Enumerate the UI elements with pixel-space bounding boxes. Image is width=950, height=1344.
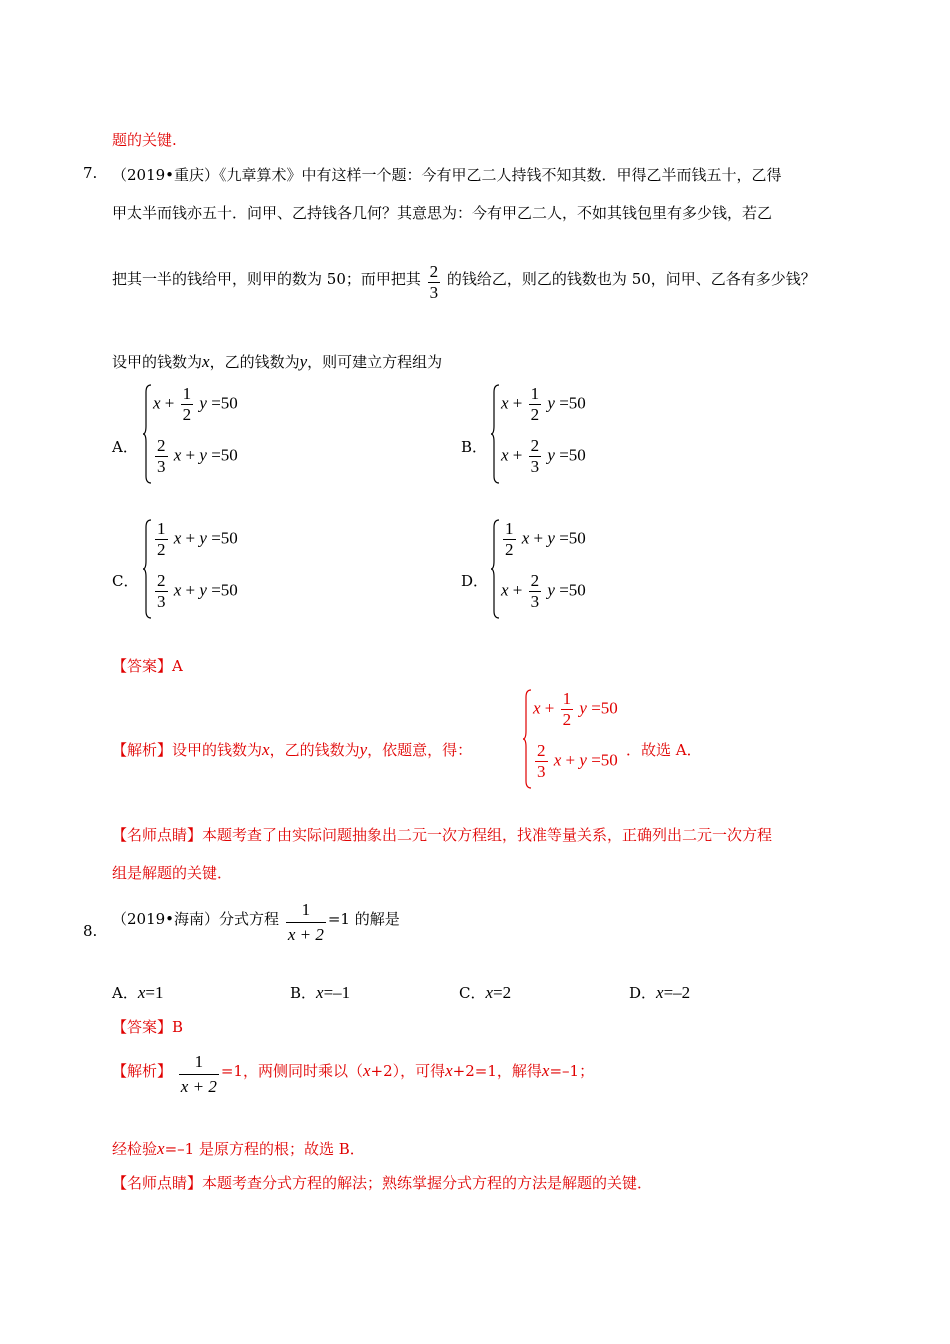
question-8-stem: （2019•海南）分式方程 $\frac{1}{x + 2}$ =1 的解是 <box>112 896 400 947</box>
option-a-label[interactable]: A． <box>112 438 138 456</box>
equation-1: x + $\frac{1}{2}$ y =50 <box>501 384 586 424</box>
q7-tip-line2: 组是解题的关键． <box>112 864 233 882</box>
question-7-number: 7. <box>83 164 98 182</box>
brace-icon <box>143 519 153 619</box>
question-7-line4: 设甲的钱数为x，乙的钱数为y，则可建立方程组为 <box>112 352 443 371</box>
q7-answer: 【答案】A <box>112 657 183 675</box>
q7-tip-line1: 【名师点睛】本题考查了由实际问题抽象出二元一次方程组，找准等量关系，正确列出二元一次方程 <box>112 826 773 844</box>
brace-icon <box>523 689 533 789</box>
fraction-one-over-x-plus-2: $\frac{1}{x + 2}$ <box>286 898 326 947</box>
previous-ending: 题的关键. <box>112 131 177 149</box>
option-c-system[interactable] <box>143 519 263 619</box>
option-a-system[interactable] <box>143 384 263 484</box>
q7-analysis: 【解析】设甲的钱数为x，乙的钱数为y，依题意，得： <box>112 740 473 759</box>
q8-option-c[interactable]: C．x=2 <box>459 983 512 1002</box>
option-b-label[interactable]: B． <box>461 438 488 456</box>
equation-2: $\frac{2}{3}$ x + y =50 <box>537 741 618 781</box>
q8-analysis: 【解析】 $\frac{1}{x + 2}$ =1，两侧同时乘以（x+2），可得x+2=1，解得x=–1； <box>112 1048 594 1099</box>
equation-1: $\frac{1}{2}$ x + y =50 <box>157 519 238 559</box>
equation-2: $\frac{2}{3}$ x + y =50 <box>157 571 238 611</box>
equation-1: x + $\frac{1}{2}$ y =50 <box>153 384 238 424</box>
equation-2: x + $\frac{2}{3}$ y =50 <box>501 571 586 611</box>
q8-answer: 【答案】B <box>112 1018 184 1036</box>
brace-icon <box>491 384 501 484</box>
fraction-two-thirds: $\frac{2}{3}$ <box>429 262 439 302</box>
q8-tip: 【名师点睛】本题考查分式方程的解法；熟练掌握分式方程的方法是解题的关键． <box>112 1174 653 1192</box>
question-7-line2: 甲太半而钱亦五十．问甲、乙持钱各几何？其意思为：今有甲乙二人，不如其钱包里有多少钱，若乙 <box>112 204 773 222</box>
brace-icon <box>143 384 153 484</box>
question-7-line1: （2019•重庆）《九章算术》中有这样一个题：今有甲乙二人持钱不知其数．甲得乙半而钱五十，乙得 <box>112 166 782 184</box>
equation-2: x + $\frac{2}{3}$ y =50 <box>501 436 586 476</box>
equation-1: x + $\frac{1}{2}$ y =50 <box>533 689 618 729</box>
question-7-line3-part2: 的钱给乙，则乙的钱数也为 50，问甲、乙各有多少钱？ <box>446 270 816 288</box>
q8-check: 经检验x=–1 是原方程的根；故选 B． <box>112 1139 365 1158</box>
equation-2: $\frac{2}{3}$ x + y =50 <box>157 436 238 476</box>
q8-option-a[interactable]: A．x=1 <box>112 983 164 1002</box>
option-d-system[interactable] <box>491 519 611 619</box>
option-c-label[interactable]: C． <box>112 572 139 590</box>
q8-option-b[interactable]: B．x=–1 <box>290 983 351 1002</box>
q7-analysis-system <box>523 689 643 789</box>
equation-1: $\frac{1}{2}$ x + y =50 <box>505 519 586 559</box>
q8-option-d[interactable]: D．x=–2 <box>629 983 691 1002</box>
question-7-line3 <box>112 262 816 303</box>
fraction-one-over-x-plus-2: $\frac{1}{x + 2}$ <box>179 1050 219 1099</box>
option-b-system[interactable] <box>491 384 611 484</box>
option-d-label[interactable]: D． <box>461 572 489 590</box>
brace-icon <box>491 519 501 619</box>
q7-analysis-end: ．故选 A． <box>626 741 702 759</box>
question-7-line3-part1: 把其一半的钱给甲，则甲的数为 50；而甲把其 <box>112 270 421 288</box>
question-8-number: 8. <box>83 922 98 940</box>
